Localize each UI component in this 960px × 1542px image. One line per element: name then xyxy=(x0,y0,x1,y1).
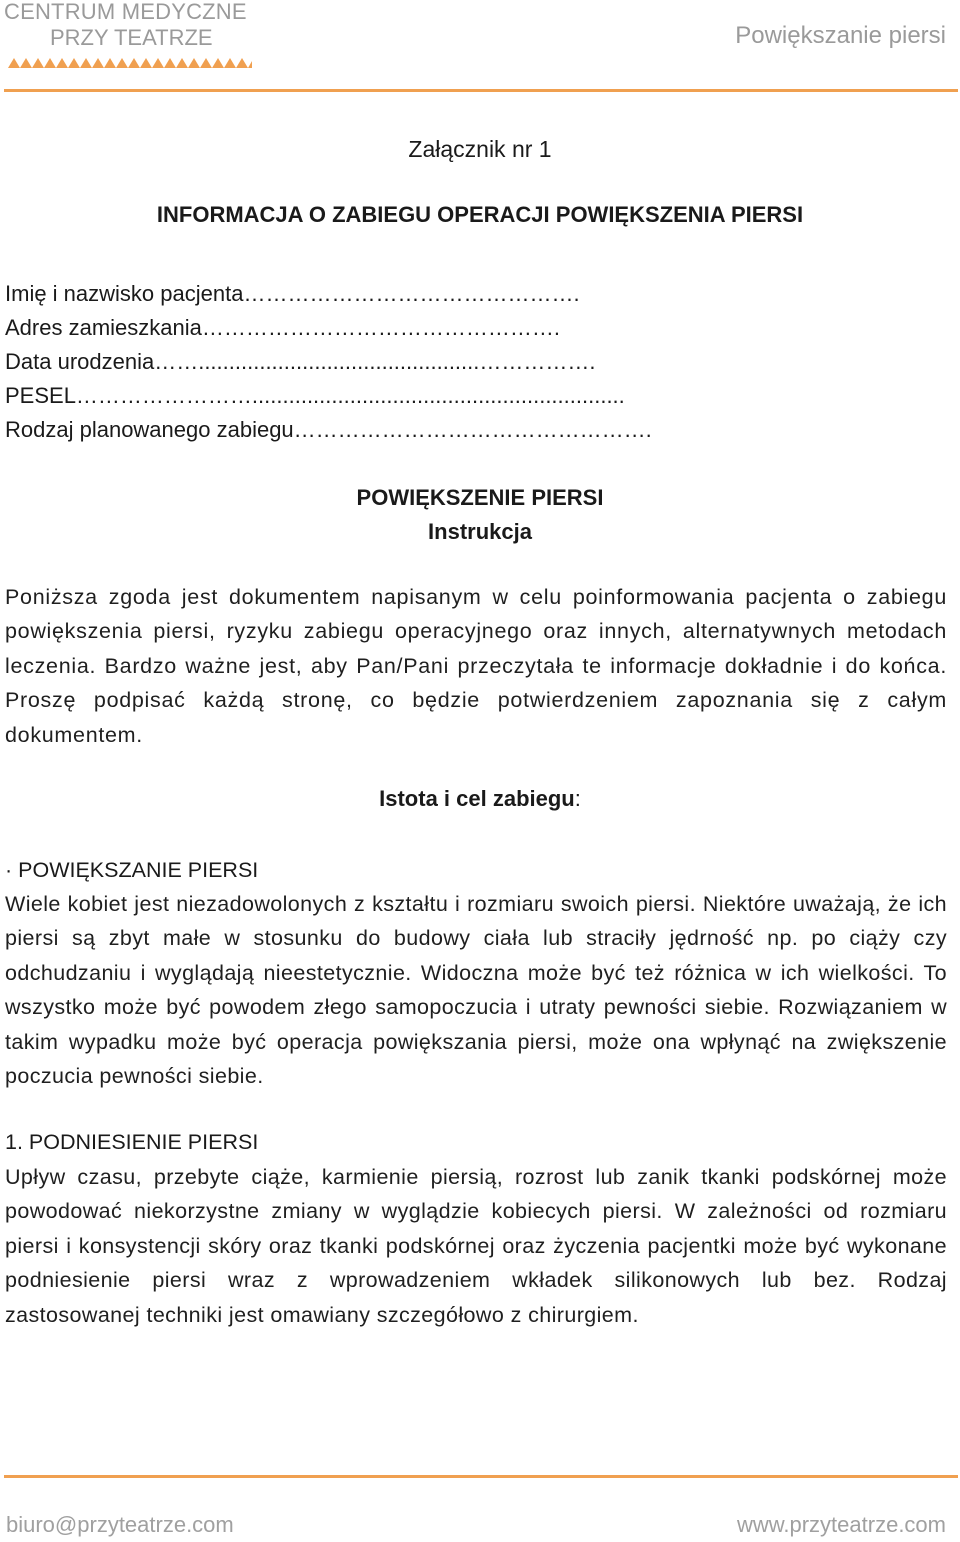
header-title: Powiększanie piersi xyxy=(735,22,946,49)
item-lift-heading: 1. PODNIESIENIE PIERSI xyxy=(5,1130,259,1154)
section-title xyxy=(0,481,960,549)
pesel-field: PESEL……………………............................................................. xyxy=(5,383,625,408)
patient-fields xyxy=(5,277,945,447)
purpose-subheading-colon: : xyxy=(574,786,581,811)
document-title: INFORMACJA O ZABIEGU OPERACJI POWIĘKSZENIA PIERSI xyxy=(156,202,804,227)
clinic-logo xyxy=(4,0,254,52)
item-augmentation-heading: · POWIĘKSZANIE PIERSI xyxy=(5,858,259,882)
logo-zigzag-ornament xyxy=(8,58,252,68)
purpose-subheading-text: Istota i cel zabiegu xyxy=(379,786,575,811)
footer-email: biuro@przyteatrze.com xyxy=(6,1512,234,1537)
birth-date-field: Data urodzenia……..............................................……………. xyxy=(5,349,596,374)
footer-divider xyxy=(4,1475,958,1478)
logo-line-2: PRZY TEATRZE xyxy=(50,25,213,50)
patient-name-field: Imię i nazwisko pacjenta………………………………………. xyxy=(5,281,580,306)
purpose-subheading xyxy=(0,786,960,812)
annex-label: Załącznik nr 1 xyxy=(408,136,552,162)
item-augmentation-body: Wiele kobiet jest niezadowolonych z kształtu i rozmiaru swoich piersi. Niektóre uważają, że ich piersi są zbyt małe w stosunku do budowy ciała lub straciły jędrność np. po ciąży czy odchudzaniu i wyglądają nieestetycznie. Widoczna może być też różnica w ich wielkości. To wszystko może być powodem złego samopoczucia i utraty pewności siebie. Rozwiązaniem w takim wypadku może być operacja powiększania piersi, może ona wpłynąć na zwiększenie poczucia pewności siebie. xyxy=(5,892,947,1089)
section-title-main: POWIĘKSZENIE PIERSI xyxy=(356,485,604,510)
logo-line-1: CENTRUM MEDYCZNE xyxy=(4,0,247,24)
address-field: Adres zamieszkania…………………………………………. xyxy=(5,315,560,340)
footer-website: www.przyteatrze.com xyxy=(736,1512,946,1537)
procedure-type-field: Rodzaj planowanego zabiegu…………………………………………. xyxy=(5,417,652,442)
section-subtitle: Instrukcja xyxy=(428,519,532,544)
intro-paragraph: Poniższa zgoda jest dokumentem napisanym w celu poinformowania pacjenta o zabiegu powiększenia piersi, ryzyku zabiegu operacyjnego oraz innych, alternatywnych metodach leczenia. Bardzo ważne jest, aby Pan/Pani przeczytała te informacje dokładnie i do końca. Proszę podpisać każdą stronę, co będzie potwierdzeniem zapoznania się z całym dokumentem. xyxy=(5,585,947,747)
header-divider xyxy=(4,89,958,92)
item-lift-body: Upływ czasu, przebyte ciąże, karmienie piersią, rozrost lub zanik tkanki podskórnej może powodować niekorzystne zmiany w wyglądzie kobiecych piersi. W zależności od rozmiaru piersi i konsystencji skóry oraz tkanki podskórnej oraz życzenia pacjentki może być wykonane podniesienie piersi wraz z wprowadzeniem wkładek silikonowych lub bez. Rodzaj zastosowanej techniki jest omawiany szczegółowo z chirurgiem. xyxy=(5,1165,947,1327)
page-header xyxy=(0,0,960,92)
